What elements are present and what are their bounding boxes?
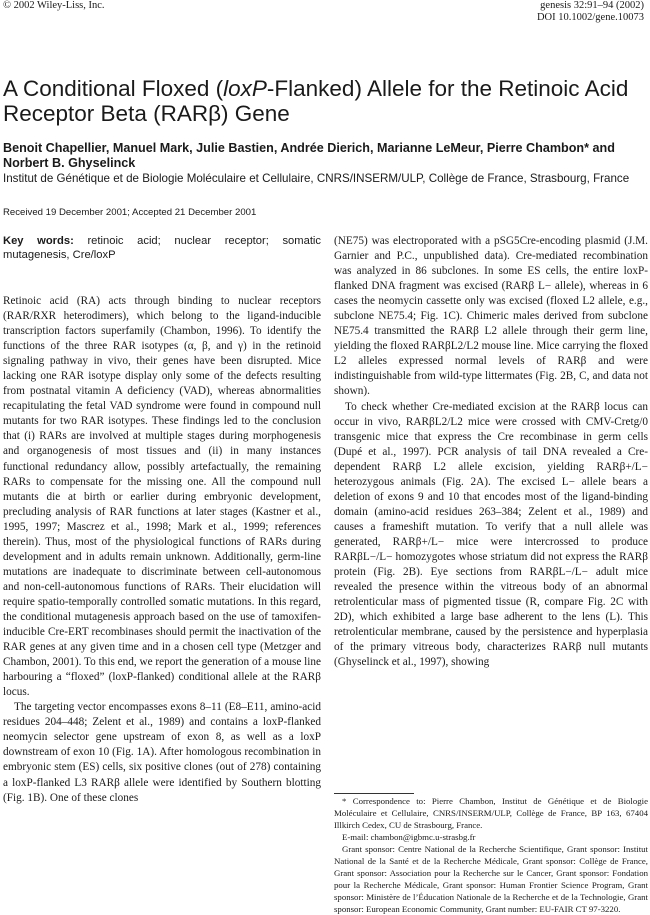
title-part-a: A Conditional Floxed ( (3, 76, 224, 101)
received-dates: Received 19 December 2001; Accepted 21 December 2001 (3, 207, 257, 218)
body-paragraph: Retinoic acid (RA) acts through binding to nuclear receptors (RAR/RXR heterodimers), which belong to the ligand-inducible transcription factors superfamily (Chambon, 1996). To identify the functions of the three RAR isotypes (α, β, and γ) in the retinoid signaling pathway in vivo, their genes have been disrupted. Mice lacking one RAR isotype display only some of the defects resulting from postnatal vitamin A deficiency (VAD), whereas abnormalities recapitulating the fetal VAD syndrome were found in compound null mutants for two RAR isotypes. These findings led to the conclusion that (i) RARs are involved at multiple stages during morphogenesis and organogenesis of most tissues and (ii) in many instances functional redundancy allow, possibly artefactually, the remaining RARs to compensate for the missing one. All the compound null mutants die at birth or earlier during embryonic development, precluding analysis of RAR functions at later stages (Kastner et al., 1995, 1997; Mascrez et al., 1998; Mark et al., 1999; references therein). Thus, most of the physiological functions of RARs during development and in adults remain unknown. Additionally, germ-line mutations are inadequate to discriminate between cell-autonomous and non-cell-autonomous functions of RARs. Their elucidation will require spatio-temporally controlled somatic mutations. In this regard, the conditional mutagenesis approach based on the use of tamoxifen-inducible Cre-ERT recombinases should permit the inactivation of the RAR genes at any given time and in a chosen cell type (Metzger and Chambon, 2001). To this end, we report the generation of a mouse line harbouring a “floxed” (loxP-flanked) conditional allele at the RARβ locus. (3, 295, 321, 699)
email-link[interactable]: E-mail: chambon@igbmc.u-strasbg.fr (342, 832, 476, 842)
body-column-left (3, 294, 321, 806)
body-paragraph: (NE75) was electroporated with a pSG5Cre-encoding plasmid (J.M. Garnier and P.C., unpublished data). Cre-mediated recombination was analyzed in 86 subclones. In some ES cells, the entire loxP-flanked DNA fragment was excised (RARβ L− allele), whereas in 6 cases the neomycin cassette only was excised (floxed L2 allele, e.g., subclone NE75.4; Fig. 1C). Chimeric males derived from subclone NE75.4 transmitted the RARβ L2 allele through their germ line, yielding the floxed RARβL2/L2 mouse line. Mice carrying the floxed L2 alleles expressed normal levels of RARβ and were indistinguishable from wild-type littermates (Fig. 2B, C, and data not shown). (334, 235, 648, 398)
author-list: Benoit Chapellier, Manuel Mark, Julie Bastien, Andrée Dierich, Marianne LeMeur, Pierre Chambon* and Norbert B. Ghyselinck (3, 141, 615, 170)
affiliation: Institut de Génétique et de Biologie Moléculaire et Cellulaire, CNRS/INSERM/ULP, Collège de France, Strasbourg, France (3, 172, 630, 185)
keywords-text: retinoic acid; nuclear receptor; somatic mutagenesis, Cre/loxP (3, 235, 322, 261)
footnote-divider (334, 793, 414, 794)
copyright-notice: © 2002 Wiley-Liss, Inc. (3, 0, 105, 11)
keywords (3, 234, 321, 262)
body-column-right (334, 234, 648, 670)
body-paragraph: To check whether Cre-mediated excision at the RARβ locus can occur in vivo, RARβL2/L2 mice were crossed with CMV-Cretg/0 transgenic mice that express the Cre recombinase in germ cells (Dupé et al., 1997). PCR analysis of tail DNA revealed a Cre-dependent RARβ L2 allele excision, yielding RARβ+/L− heterozygous animals (Fig. 2A). The excised L− allele bears a deletion of exons 9 and 10 that encodes most of the ligand-binding domain (amino-acid residues 263–384; Zelent et al., 1989) and causes a frameshift mutation. To verify that a null allele was generated, RARβ+/L− mice were intercrossed to produce RARβL−/L− homozygotes whose striatum did not express the RARβ protein (Fig. 2B). Eye sections from RARβL−/L− adult mice revealed the presence within the vitreous body of an abnormal retrolenticular mass of pigmented tissue (R, compare Fig. 2C with 2D), which exhibited a large base adherent to the lens (L). This retrolenticular membrane, caused by the persistence and hyperplasia of the primary vitreous body, characterizes RARβ null mutants (Ghyselinck et al., 1997), showing (334, 400, 648, 669)
grant-sponsors: Grant sponsor: Centre National de la Recherche Scientifique, Grant sponsor: Institut National de la Santé et de la Recherche Médicale, Grant sponsor: Collège de France, Grant sponsor: Association pour la Recherche sur le Cancer, Grant sponsor: Fondation pour la Recherche Médicale, Grant sponsor: Human Frontier Science Program, Grant sponsor: Ministère de l’Éducation Nationale de la Recherche et de la Technologie, Grant sponsor: European Economic Community, Grant number: EU-FAIR CT 97-3220. (334, 844, 648, 914)
body-paragraph: The targeting vector encompasses exons 8–11 (E8–E11, amino-acid residues 204–448; Zelent et al., 1989) and contains a loxP-flanked neomycin selector gene upstream of exon 8, as well as a loxP downstream of exon 10 (Fig. 1A). After homologous recombination in embryonic stem (ES) cells, six positive clones (out of 278) containing a loxP-flanked L3 RARβ allele were identified by Southern blotting (Fig. 1B). One of these clones (3, 701, 321, 804)
journal-info (537, 0, 644, 24)
footnote (334, 795, 648, 915)
journal-citation: genesis 32:91–94 (2002) (540, 0, 644, 11)
article-title (3, 76, 643, 126)
correspondence-note: * Correspondence to: Pierre Chambon, Institut de Génétique et de Biologie Moléculaire et Cellulaire, CNRS/INSERM/ULP, Collège de France, BP 163, 67404 Illkirch Cedex, CU de Strasbourg, France. (334, 796, 648, 830)
keywords-label: Key words: (3, 235, 74, 247)
title-part-c: -Flanked) Allele for the Retinoic Acid Receptor Beta (RARβ) Gene (3, 76, 629, 126)
title-part-loxp: loxP (223, 76, 267, 101)
doi: DOI 10.1002/gene.10073 (536, 12, 644, 23)
